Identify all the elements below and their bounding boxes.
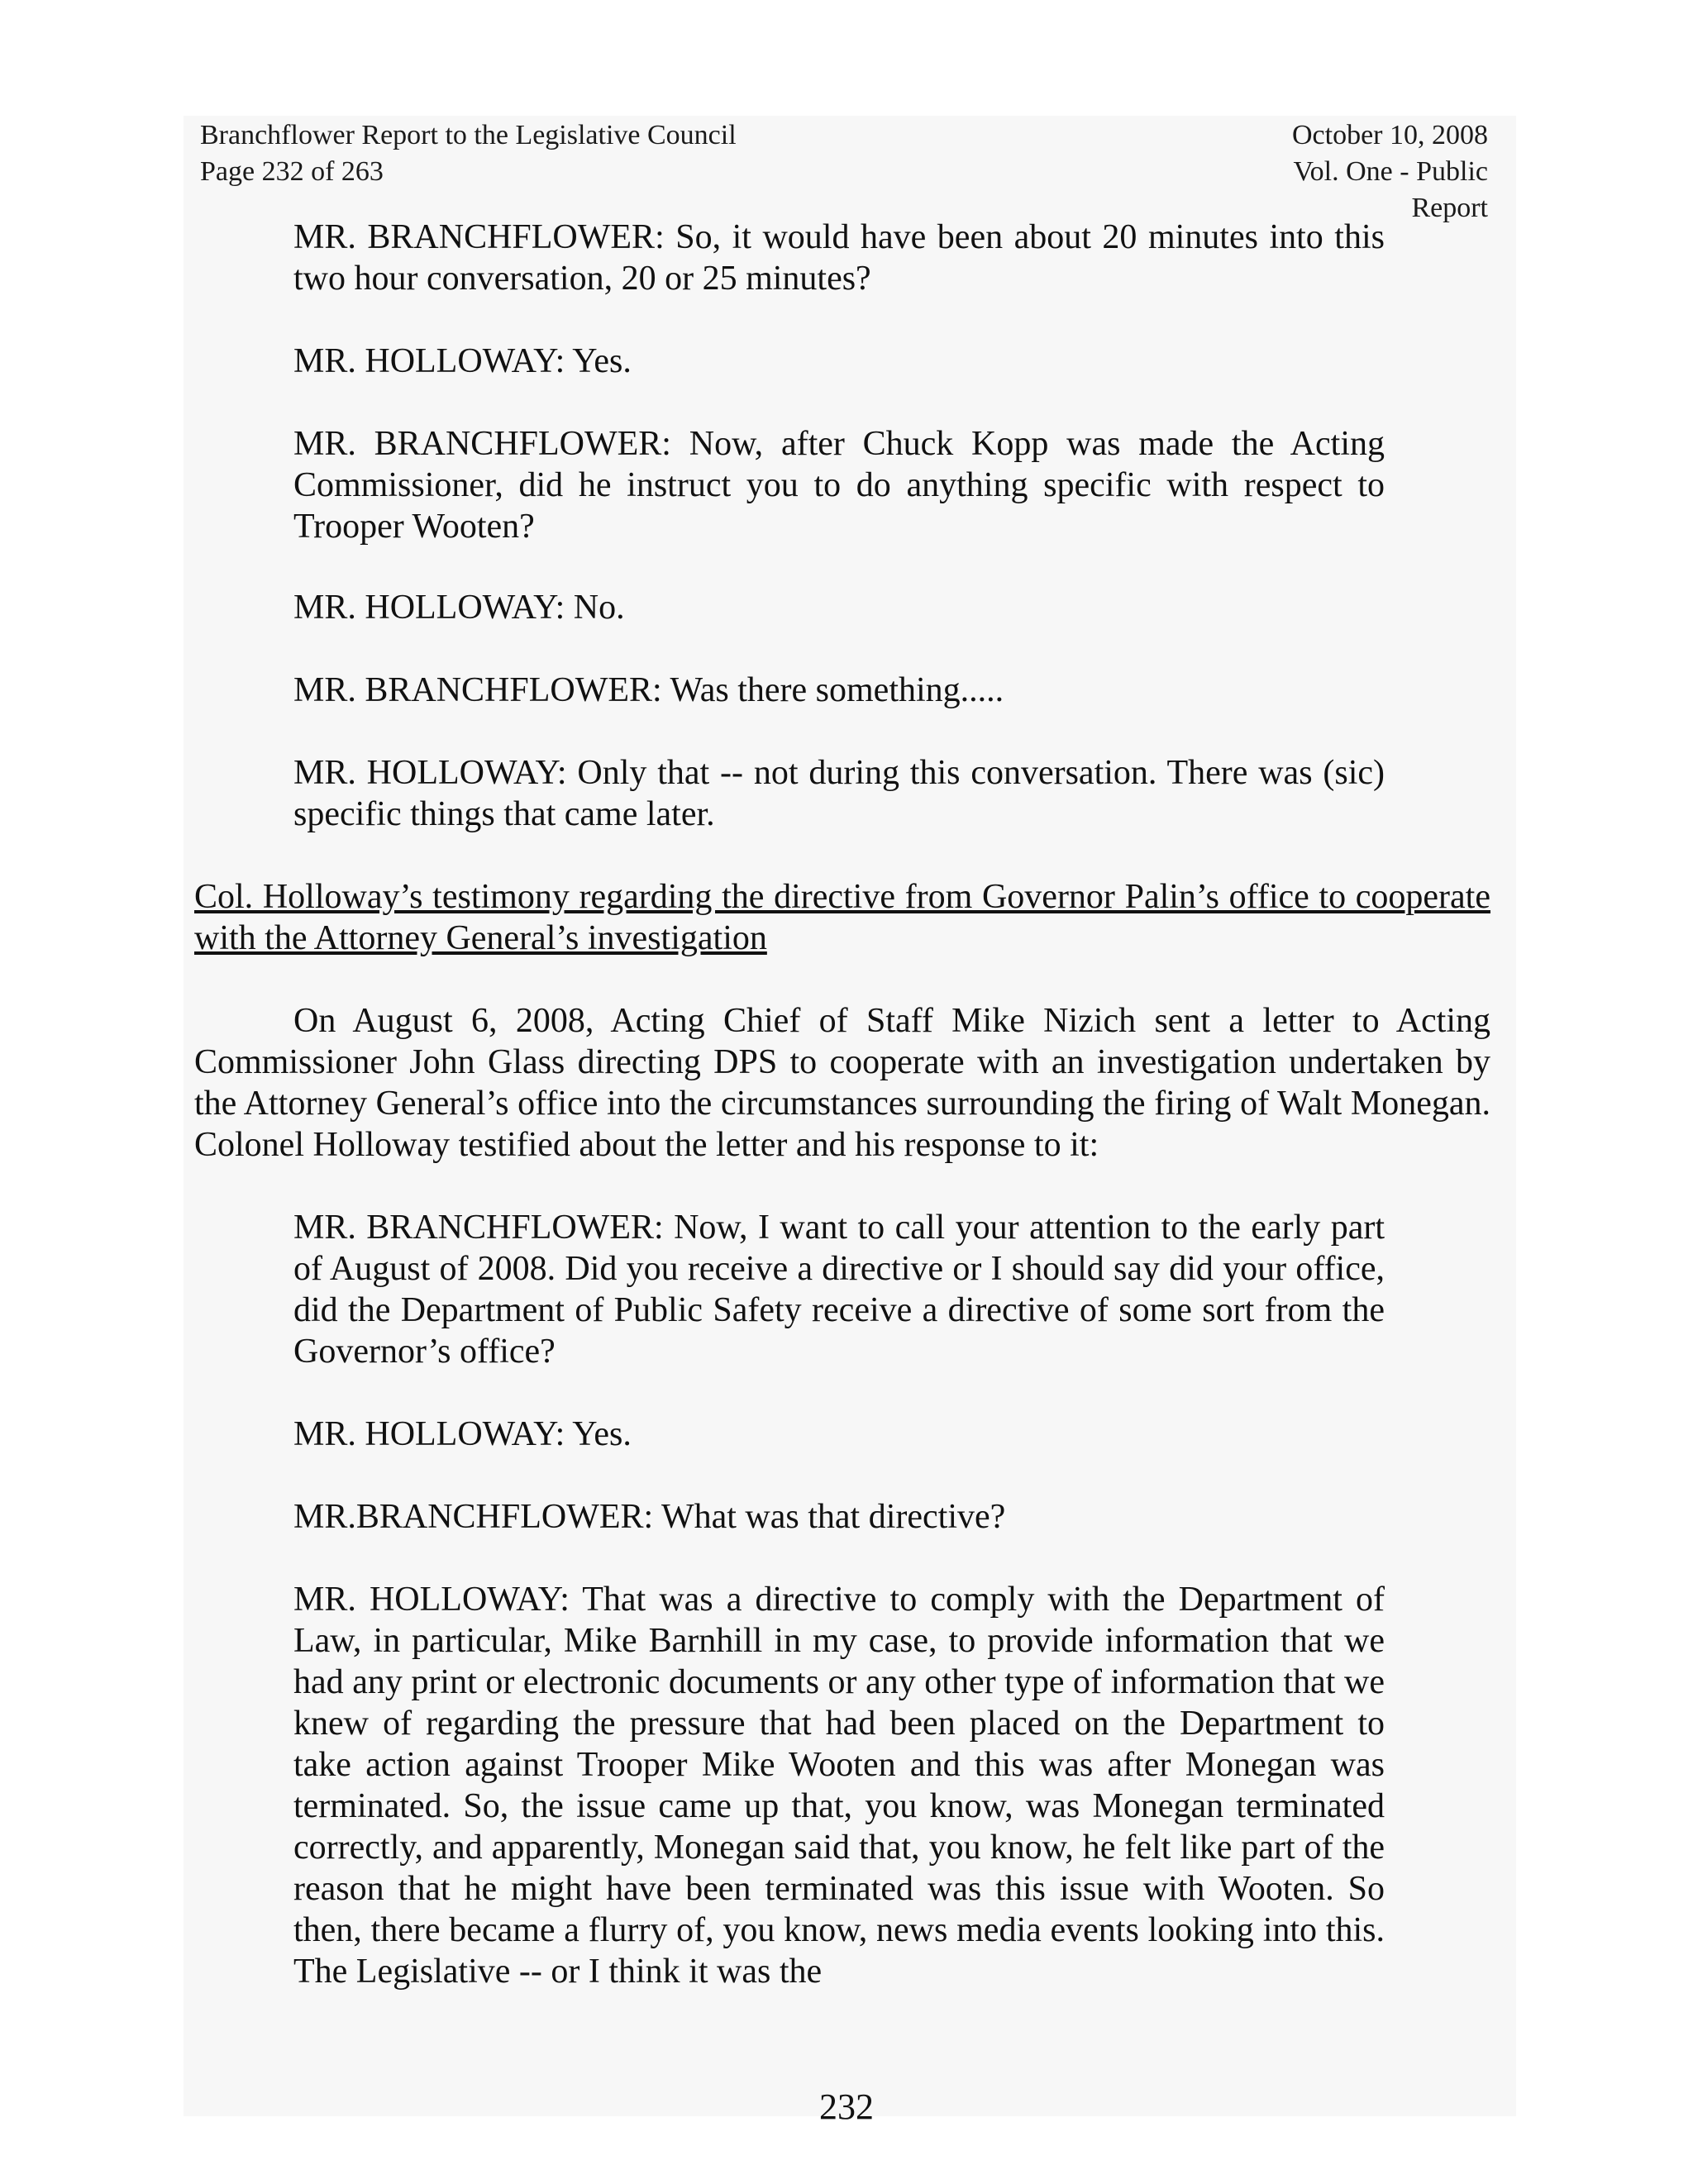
body-paragraph: On August 6, 2008, Acting Chief of Staff Mike Nizich sent a letter to Acting Commissioner John Glass directing DPS to cooperate with an investigation undertaken by the Attorney General’s office into the circumstances surrounding the firing of Walt Monegan. Colonel Holloway testified about the letter and his response to it: bbox=[194, 1002, 1490, 1164]
page-indicator: Page 232 of 263 bbox=[200, 156, 384, 187]
transcript-line: MR. BRANCHFLOWER: So, it would have been about 20 minutes into this two hour conversation, 20 or 25 minutes? bbox=[293, 218, 1385, 298]
transcript-line: MR. HOLLOWAY: Yes. bbox=[293, 1415, 632, 1453]
page-number: 232 bbox=[819, 2086, 874, 2127]
transcript-line: MR. BRANCHFLOWER: Was there something..... bbox=[293, 671, 1004, 709]
transcript-line: MR. HOLLOWAY: Only that -- not during this conversation. There was (sic) specific things that came later. bbox=[293, 754, 1385, 833]
report-header-left bbox=[200, 117, 737, 190]
transcript-line: MR. HOLLOWAY: No. bbox=[293, 589, 625, 627]
transcript-line: MR.BRANCHFLOWER: What was that directive? bbox=[293, 1498, 1006, 1536]
report-title: Branchflower Report to the Legislative Council bbox=[200, 120, 737, 150]
report-volume: Vol. One - Public Report bbox=[1293, 156, 1488, 223]
transcript-line: MR. BRANCHFLOWER: Now, after Chuck Kopp was made the Acting Commissioner, did he instruct you to do anything specific with respect to Trooper Wooten? bbox=[293, 425, 1385, 546]
transcript-line: MR. BRANCHFLOWER: Now, I want to call your attention to the early part of August of 2008. Did you receive a directive or I should say did your office, did the Department of Public Safety receive a directive of some sort from the Governor’s office? bbox=[293, 1209, 1385, 1371]
report-date: October 10, 2008 bbox=[1291, 120, 1488, 150]
transcript-line: MR. HOLLOWAY: Yes. bbox=[293, 342, 632, 380]
transcript-line: MR. HOLLOWAY: That was a directive to comply with the Department of Law, in particular, Mike Barnhill in my case, to provide information that we had any print or electronic documents or any other type of information that we knew of regarding the pressure that had been placed on the Department to take action against Trooper Mike Wooten and this was after Monegan was terminated. So, the issue came up that, you know, was Monegan terminated correctly, and apparently, Monegan said that, you know, he felt like part of the reason that he might have been terminated was this issue with Wooten. So then, there became a flurry of, you know, news media events looking into this. The Legislative -- or I think it was the bbox=[293, 1581, 1385, 1991]
section-heading: Col. Holloway’s testimony regarding the directive from Governor Palin’s office to cooperate with the Attorney General’s investigation bbox=[194, 878, 1490, 957]
report-header-right bbox=[1290, 117, 1488, 227]
